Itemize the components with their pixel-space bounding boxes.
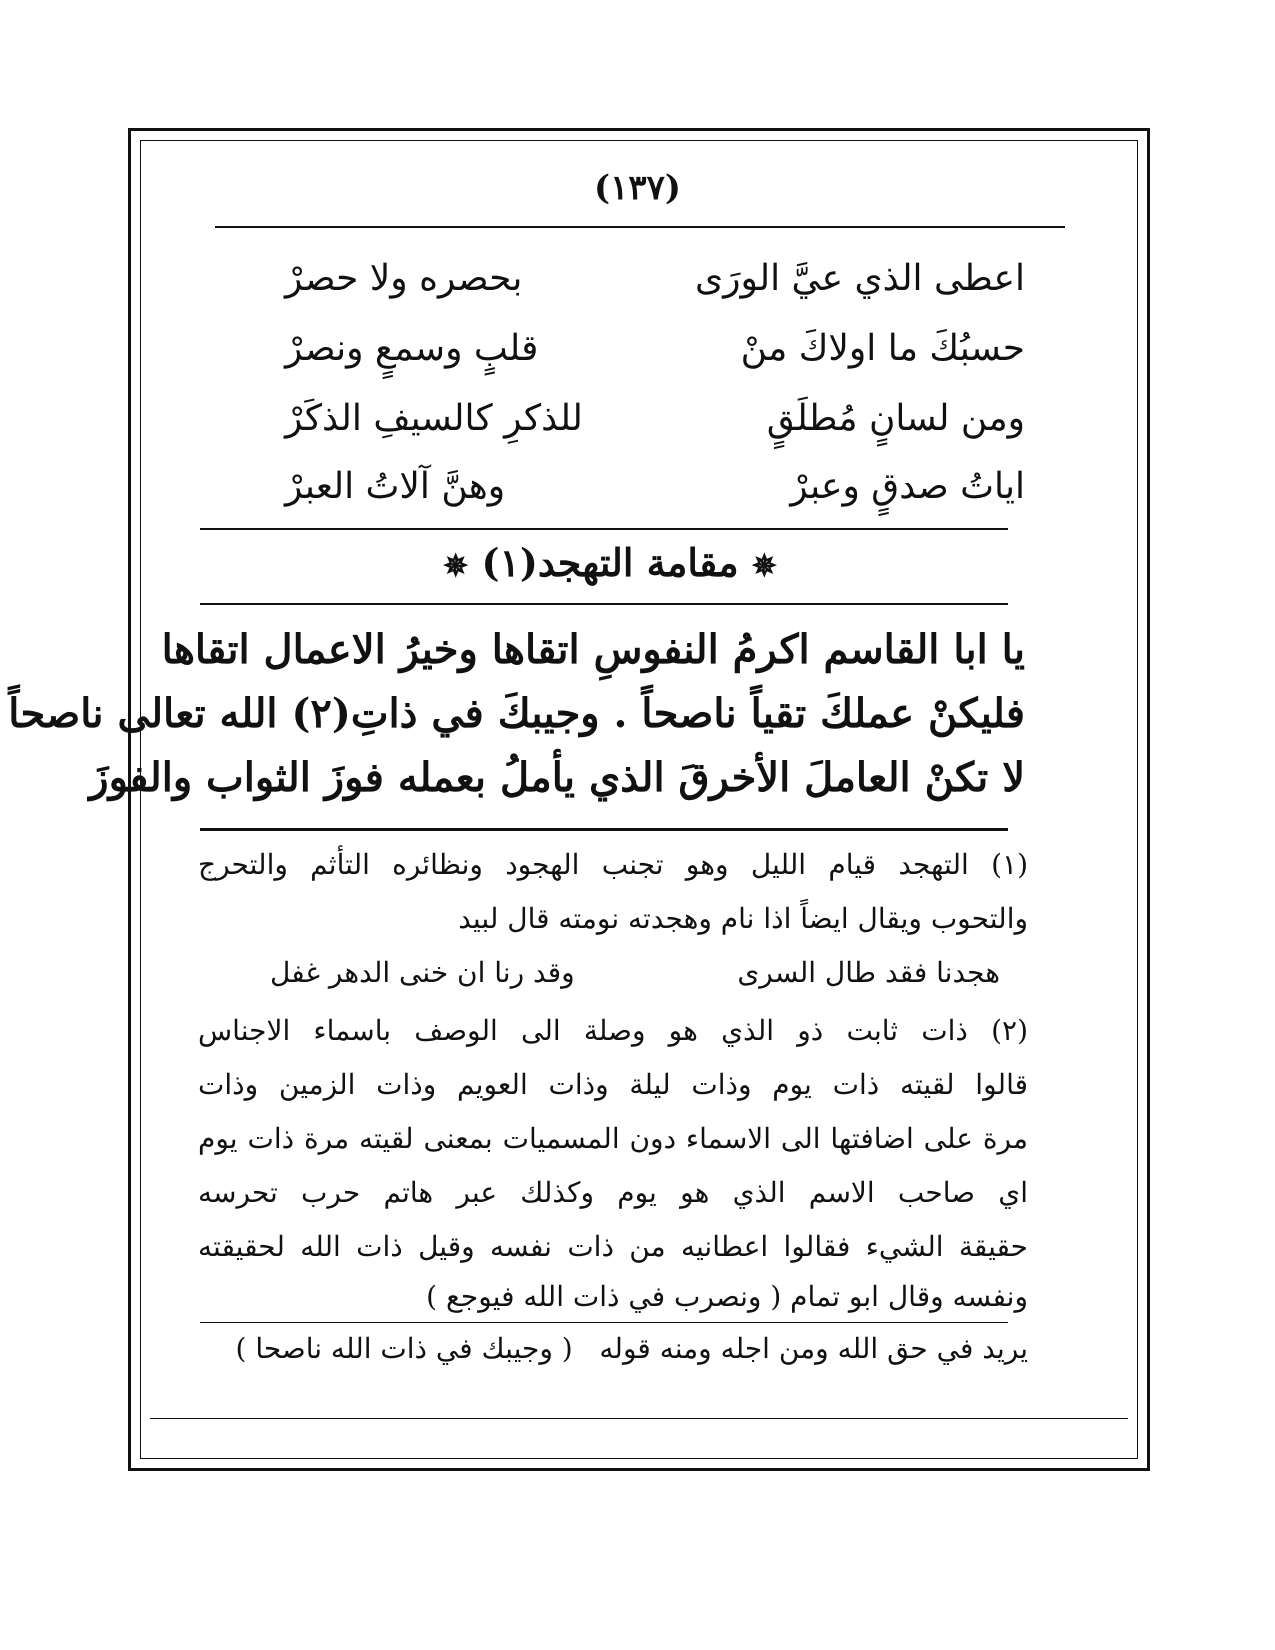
poem-hemistich-left: للذكرِ كالسيفِ الذكَرْ bbox=[285, 398, 583, 439]
star-ornament-icon: ✵ bbox=[751, 549, 777, 584]
main-text-line: يا ابا القاسم اكرمُ النفوسِ اتقاها وخيرُ الاعمال اتقاها bbox=[161, 626, 1025, 673]
poem-hemistich-right: ومن لسانٍ مُطلَقٍ bbox=[766, 398, 1025, 439]
footnote-line: (٢) ذات ثابت ذو الذي هو وصلة الى الوصف باسماء الاجناس bbox=[198, 1014, 1028, 1047]
page-number: (١٣٧) bbox=[594, 168, 681, 208]
footnote-line: مرة على اضافتها الى الاسماء دون المسميات بمعنى لقيته مرة ذات يوم bbox=[198, 1122, 1028, 1155]
header-rule bbox=[215, 226, 1065, 228]
poem-verse bbox=[285, 398, 1025, 468]
section-bottom-rule bbox=[200, 603, 1008, 605]
final-quote: ( وجيبك في ذات الله ناصحا ) bbox=[235, 1332, 573, 1365]
poem-hemistich-left: بحصره ولا حصرْ bbox=[285, 258, 523, 299]
poem-hemistich-right: حسبُكَ ما اولاكَ منْ bbox=[740, 328, 1025, 369]
abu-tammam-quote: ( ونصرب في ذات الله فيوجع ) bbox=[426, 1280, 782, 1313]
poem-hemistich-right: اياتُ صدقٍ وعبرْ bbox=[790, 466, 1025, 507]
poem-hemistich-left: وهنَّ آلاتُ العبرْ bbox=[285, 466, 506, 507]
main-text-line: فليكنْ عملكَ تقياً ناصحاً . وجيبكَ في ذاتِ(٢) الله تعالى ناصحاً bbox=[8, 690, 1025, 737]
section-top-rule bbox=[200, 528, 1008, 530]
quote-rule bbox=[200, 1322, 1008, 1323]
section-title-text: مقامة التهجد(١) bbox=[481, 540, 739, 585]
lebid-hemistich-right: هجدنا فقد طال السرى bbox=[737, 956, 1000, 989]
poem-verse bbox=[285, 258, 1025, 328]
footnote-line: (١) التهجد قيام الليل وهو تجنب الهجود ونظائره التأثم والتحرج bbox=[198, 848, 1028, 881]
lebid-hemistich-left: وقد رنا ان خنى الدهر غفل bbox=[270, 956, 575, 989]
main-text-line: لا تكنْ العاملَ الأخرقَ الذي يأملُ بعمله فوزَ الثواب والفوزَ bbox=[89, 754, 1025, 801]
footnote-line: قالوا لقيته ذات يوم وذات ليلة وذات العويم وذات الزمين وذات bbox=[198, 1068, 1028, 1101]
footnote-line-with-quote bbox=[198, 1332, 1028, 1384]
star-ornament-icon: ✵ bbox=[443, 549, 469, 584]
footnote-line-with-quote bbox=[360, 1280, 1028, 1332]
poem-verse bbox=[285, 328, 1025, 398]
footnote-text: ونفسه وقال ابو تمام bbox=[790, 1280, 1028, 1313]
section-title bbox=[395, 540, 825, 600]
footnote-line: حقيقة الشيء فقالوا اعطانيه من ذات نفسه وقيل ذات الله لحقيقته bbox=[198, 1230, 1028, 1263]
footnote-line: والتحوب ويقال ايضاً اذا نام وهجدته نومته قال لبيد bbox=[458, 902, 1028, 935]
footnote-text: يريد في حق الله ومن اجله ومنه قوله bbox=[599, 1332, 1028, 1365]
poem-verse bbox=[285, 466, 1025, 536]
bottom-frame-rule bbox=[150, 1418, 1128, 1419]
lebid-verse bbox=[270, 956, 1010, 1008]
poem-hemistich-right: اعطى الذي عيَّ الورَى bbox=[694, 258, 1025, 299]
footnote-rule bbox=[200, 828, 1008, 831]
poem-hemistich-left: قلبٍ وسمعٍ ونصرْ bbox=[285, 328, 539, 369]
footnote-line: اي صاحب الاسم الذي هو يوم وكذلك عبر هاتم حرب تحرسه bbox=[198, 1176, 1028, 1209]
